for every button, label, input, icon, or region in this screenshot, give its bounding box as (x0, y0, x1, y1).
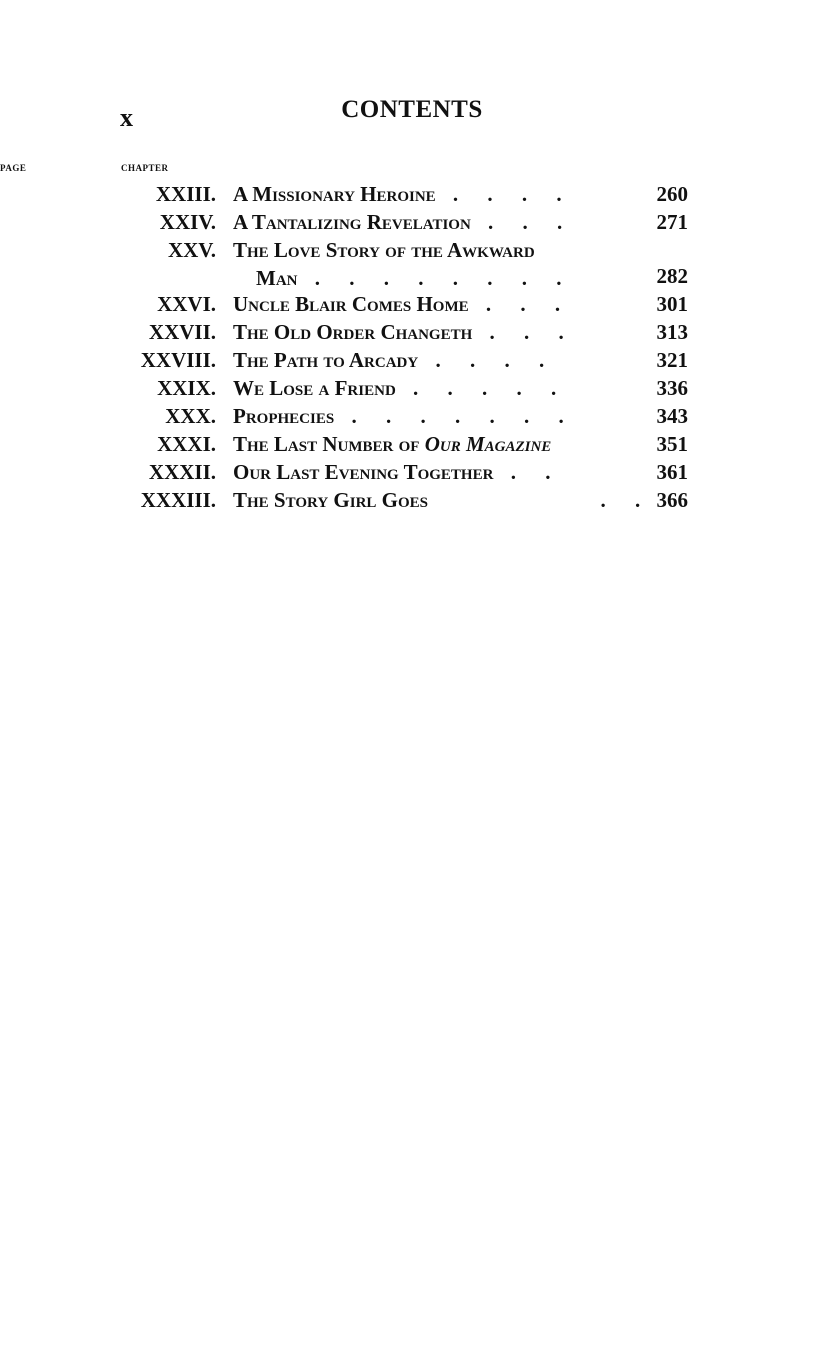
page-ref: 351 (656, 432, 688, 456)
chapter-number: XXIX. (157, 376, 216, 400)
toc-entry (116, 346, 696, 374)
chapter-number: XXXI. (157, 432, 216, 456)
chapter-title-text: The Story Girl Goes (233, 488, 429, 512)
chapter-number: XXVII. (148, 320, 216, 344)
toc-entry (116, 374, 696, 402)
chapter-title-text: We Lose a Friend (233, 376, 396, 400)
page-ref: 282 (656, 264, 688, 288)
page-ref: 361 (656, 460, 688, 484)
chapter-number: XXVIII. (140, 348, 216, 372)
dot-leaders: . . . (470, 210, 575, 234)
page-ref: 301 (656, 292, 688, 316)
page-number: x (120, 103, 133, 132)
chapter-title-text: Uncle Blair Comes Home (233, 292, 469, 316)
dot-leaders: . . . (472, 320, 576, 344)
dot-leaders: . . . (468, 292, 573, 316)
chapter-title-text: Prophecies (233, 404, 335, 428)
dot-leaders: . . (428, 488, 653, 512)
toc-entry (116, 236, 696, 290)
page-ref: 260 (656, 182, 688, 206)
chapter-title-text: The Path to Arcady (233, 348, 419, 372)
page-column-label: PAGE (0, 163, 27, 173)
page-ref: 366 (656, 488, 688, 512)
chapter-title-text: The Last Number of (233, 432, 425, 456)
toc-entry (116, 208, 696, 236)
chapter-column-label: CHAPTER (121, 163, 169, 173)
toc-entry (116, 402, 696, 430)
chapter-title (233, 402, 633, 430)
toc-entry (116, 430, 696, 458)
dot-leaders: . . . . . . . . (297, 266, 574, 290)
chapter-number: XXVI. (157, 292, 216, 316)
chapter-title-continuation (233, 264, 633, 292)
page-ref: 313 (656, 320, 688, 344)
page-title: CONTENTS (341, 96, 483, 123)
chapter-number: XXIII. (155, 182, 216, 206)
table-of-contents (116, 180, 696, 514)
chapter-title (233, 374, 633, 402)
chapter-title-text: A Tantalizing Revelation (233, 210, 471, 234)
chapter-title-text-line2: Man (256, 266, 298, 290)
chapter-title-text: The Old Order Changeth (233, 320, 473, 344)
chapter-number: XXV. (167, 238, 216, 262)
dot-leaders: . . (493, 460, 563, 484)
chapter-title (233, 180, 633, 208)
chapter-title (233, 430, 633, 458)
chapter-number: XXX. (165, 404, 216, 428)
chapter-title-text: A Missionary Heroine (233, 182, 436, 206)
magazine-title-italic: Our Magazine (424, 432, 552, 456)
chapter-title (233, 208, 633, 236)
chapter-title (233, 236, 633, 292)
toc-entry (116, 486, 696, 514)
toc-entry (116, 290, 696, 318)
page-ref: 321 (656, 348, 688, 372)
chapter-number: XXXII. (148, 460, 216, 484)
dot-leaders: . . . . . (395, 376, 569, 400)
page-ref: 271 (656, 210, 688, 234)
toc-entry (116, 318, 696, 346)
toc-entry (116, 180, 696, 208)
dot-leaders: . . . . (435, 182, 574, 206)
chapter-title (233, 290, 633, 318)
page-ref: 343 (656, 404, 688, 428)
chapter-title-text: Our Last Evening Together (233, 460, 494, 484)
chapter-number: XXIV. (159, 210, 216, 234)
toc-entry (116, 458, 696, 486)
dot-leaders: . . . . . . . (334, 404, 576, 428)
chapter-title (233, 346, 633, 374)
chapter-title (233, 458, 633, 486)
chapter-number: XXXIII. (140, 488, 216, 512)
chapter-title (233, 318, 633, 346)
chapter-title (233, 486, 653, 514)
chapter-title-text: The Love Story of the Awkward (233, 238, 535, 262)
dot-leaders: . . . . (418, 348, 557, 372)
page-ref: 336 (656, 376, 688, 400)
